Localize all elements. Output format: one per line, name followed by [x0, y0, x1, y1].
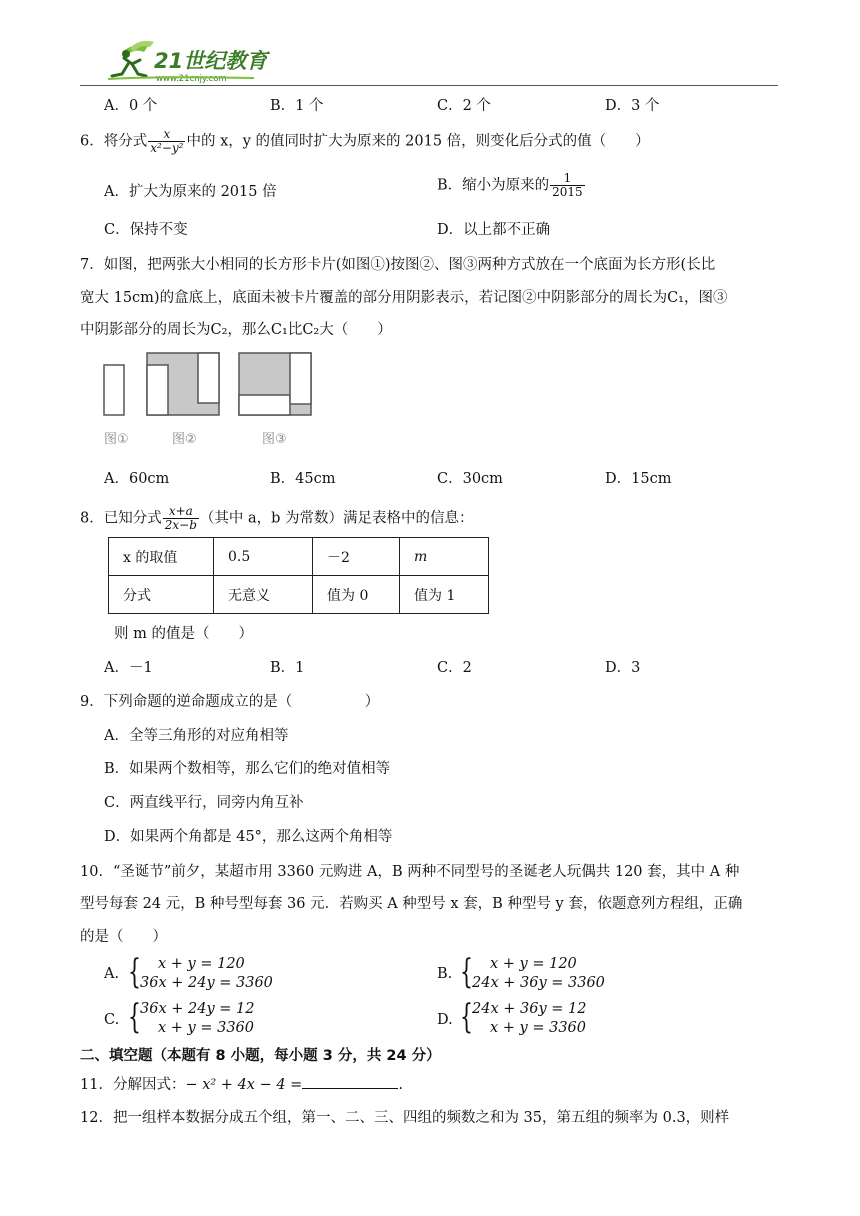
fig3-card-right — [290, 353, 311, 404]
table-cell: x 的取值 — [109, 538, 214, 576]
section-2-heading: 二、填空题（本题有 8 小题，每小题 3 分，共 24 分） — [80, 1048, 441, 1064]
q8-option-a: A．－1 — [104, 660, 153, 676]
table-cell: 0.5 — [214, 538, 313, 576]
q9-option-d: D．如果两个角都是 45°，那么这两个角相等 — [104, 829, 393, 845]
table-cell: 值为 1 — [400, 576, 489, 614]
question-10-line-2: 型号每套 24 元，B 种号型每套 36 元．若购买 A 种型号 x 套，B 种型号 y 套，依题意列方程组，正确 — [80, 896, 743, 912]
q6-option-c: C．保持不变 — [104, 222, 188, 238]
q8-option-c: C．2 — [437, 660, 472, 676]
q10-option-d-label: D. — [437, 1012, 453, 1028]
q5-option-b: B．1 个 — [270, 98, 324, 114]
fig2-card-left — [147, 365, 168, 415]
table-cell: 值为 0 — [313, 576, 400, 614]
q9-option-a: A．全等三角形的对应角相等 — [104, 728, 289, 744]
question-8-stem: 8．已知分式 $\frac{x+a}{2x-b}$ （其中 a，b 为常数）满足表格中的信息： — [80, 504, 474, 533]
question-7-line-2: 宽大 15cm)的盒底上，底面未被卡片覆盖的部分用阴影表示，若记图②中阴影部分的周长为C₁，图③ — [80, 290, 728, 306]
fig3-card-bottom — [239, 395, 290, 415]
table-row — [109, 538, 489, 576]
q10-option-a-label: A. — [104, 966, 120, 982]
table-cell: 无意义 — [214, 576, 313, 614]
q5-option-a: A．0 个 — [104, 98, 158, 114]
question-10-line-1: 10．“圣诞节”前夕，某超市用 3360 元购进 A，B 两种不同型号的圣诞老人玩偶共 120 套，其中 A 种 — [80, 864, 740, 880]
logo-brand-text: 21世纪教育 — [154, 49, 268, 73]
q8-option-d: D．3 — [605, 660, 641, 676]
q7-figures — [96, 350, 326, 450]
q5-option-c: C．2 个 — [437, 98, 491, 114]
q7-option-a: A．60cm — [104, 471, 170, 487]
q9-option-c: C．两直线平行，同旁内角互补 — [104, 795, 304, 811]
fig3-label: 图③ — [262, 432, 287, 447]
table-row — [109, 576, 489, 614]
q10-option-c-label: C. — [104, 1012, 120, 1028]
q10-option-b-label: B. — [437, 966, 453, 982]
table-cell: 分式 — [109, 576, 214, 614]
q6-option-a: A．扩大为原来的 2015 倍 — [104, 184, 277, 200]
question-11: 11．分解因式：− x² + 4x − 4 = . — [80, 1077, 403, 1093]
q8-option-b: B．1 — [270, 660, 305, 676]
question-7-line-1: 7．如图，把两张大小相同的长方形卡片(如图①)按图②、图③两种方式放在一个底面为长方形(长比 — [80, 257, 716, 273]
q6-option-b: B．缩小为原来的 $\frac{1}{2015}$ — [437, 171, 583, 200]
question-6-stem: 6．将分式 $\frac{x}{\text{x²−y²}}$ 中的 x，y 的值同时扩大为原来的 2015 倍，则变化后分式的值（ ） — [80, 127, 650, 156]
question-9-stem: 9．下列命题的逆命题成立的是（ ） — [80, 694, 380, 710]
q7-option-c: C．30cm — [437, 471, 503, 487]
q9-option-b: B．如果两个数相等，那么它们的绝对值相等 — [104, 761, 391, 777]
q7-option-b: B．45cm — [270, 471, 336, 487]
q6-fraction: $\frac{x}{\text{x²−y²}}$ — [150, 127, 184, 156]
fig2-label: 图② — [172, 432, 197, 447]
question-7-line-3: 中阴影部分的周长为C₂，那么C₁比C₂大（ ） — [80, 322, 392, 338]
21cnjy-logo — [104, 38, 274, 84]
q8-table — [108, 537, 489, 614]
q7-option-d: D．15cm — [605, 471, 672, 487]
table-cell: －2 — [313, 538, 400, 576]
fig1-card — [104, 365, 124, 415]
fig1-label: 图① — [104, 432, 129, 447]
header-rule — [80, 85, 778, 86]
question-10-line-3: 的是（ ） — [80, 929, 167, 945]
q5-option-d: D．3 个 — [605, 98, 660, 114]
q8-followup: 则 m 的值是（ ） — [114, 626, 253, 642]
q6-option-d: D．以上都不正确 — [437, 222, 551, 238]
fig2-card-right — [198, 353, 219, 403]
logo-site-text: www.21cnjy.com — [156, 74, 227, 84]
answer-blank — [302, 1076, 398, 1089]
question-12-line-1: 12．把一组样本数据分成五个组，第一、二、三、四组的频数之和为 35，第五组的频率为 0.3，则样 — [80, 1110, 730, 1126]
table-cell: m — [400, 538, 489, 576]
